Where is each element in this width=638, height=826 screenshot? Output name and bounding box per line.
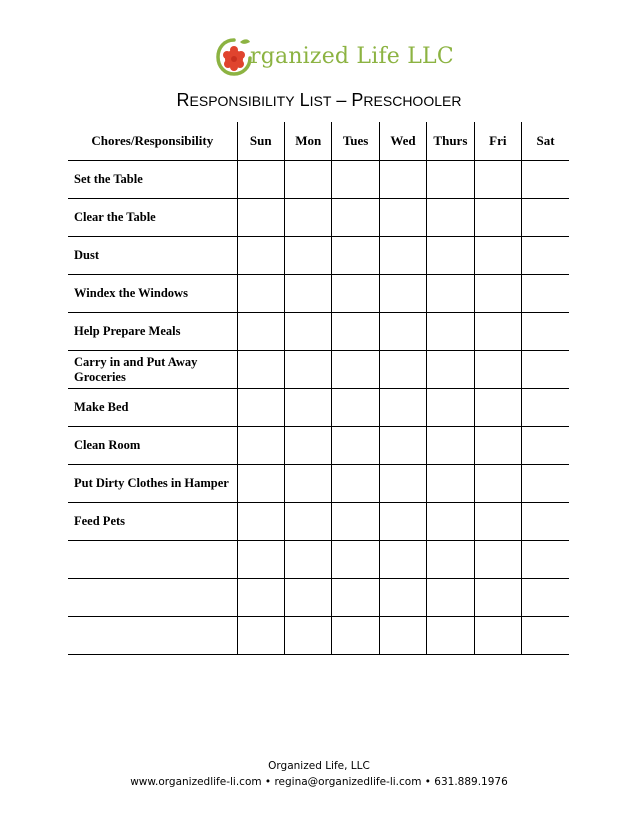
check-cell-wed[interactable] (379, 389, 426, 427)
chore-label: Feed Pets (68, 503, 237, 541)
check-cell-thurs[interactable] (427, 275, 474, 313)
check-cell-sun[interactable] (237, 237, 284, 275)
check-cell-mon[interactable] (284, 389, 331, 427)
chore-label (68, 579, 237, 617)
chore-label: Clear the Table (68, 199, 237, 237)
check-cell-wed[interactable] (379, 199, 426, 237)
check-cell-wed[interactable] (379, 503, 426, 541)
check-cell-fri[interactable] (474, 161, 521, 199)
table-row (68, 541, 569, 579)
check-cell-wed[interactable] (379, 465, 426, 503)
check-cell-fri[interactable] (474, 313, 521, 351)
check-cell-sun[interactable] (237, 503, 284, 541)
check-cell-thurs[interactable] (427, 161, 474, 199)
check-cell-sat[interactable] (522, 313, 569, 351)
table-row (68, 237, 569, 275)
check-cell-thurs[interactable] (427, 237, 474, 275)
check-cell-sun[interactable] (237, 541, 284, 579)
check-cell-tues[interactable] (332, 427, 379, 465)
table-row (68, 503, 569, 541)
check-cell-mon[interactable] (284, 351, 331, 389)
check-cell-tues[interactable] (332, 237, 379, 275)
check-cell-fri[interactable] (474, 275, 521, 313)
check-cell-sun[interactable] (237, 351, 284, 389)
chore-label: Dust (68, 237, 237, 275)
table-header-row (68, 122, 569, 161)
check-cell-tues[interactable] (332, 541, 379, 579)
chore-label: Clean Room (68, 427, 237, 465)
footer-contact: www.organizedlife-li.com • regina@organizedlife-li.com • 631.889.1976 (130, 776, 508, 788)
check-cell-sat[interactable] (522, 579, 569, 617)
table-row (68, 389, 569, 427)
check-cell-tues[interactable] (332, 275, 379, 313)
check-cell-tues[interactable] (332, 579, 379, 617)
check-cell-thurs[interactable] (427, 617, 474, 655)
check-cell-sat[interactable] (522, 161, 569, 199)
check-cell-tues[interactable] (332, 389, 379, 427)
check-cell-sat[interactable] (522, 389, 569, 427)
check-cell-sat[interactable] (522, 503, 569, 541)
check-cell-wed[interactable] (379, 351, 426, 389)
check-cell-tues[interactable] (332, 313, 379, 351)
check-cell-thurs[interactable] (427, 199, 474, 237)
check-cell-wed[interactable] (379, 275, 426, 313)
chore-label (68, 541, 237, 579)
chore-label: Carry in and Put Away Groceries (68, 351, 237, 389)
check-cell-thurs[interactable] (427, 351, 474, 389)
chore-label: Help Prepare Meals (68, 313, 237, 351)
header-fri: Fri (474, 122, 521, 161)
check-cell-wed[interactable] (379, 579, 426, 617)
header-chores: Chores/Responsibility (68, 122, 237, 161)
check-cell-wed[interactable] (379, 237, 426, 275)
check-cell-sun[interactable] (237, 579, 284, 617)
page-title: RESPONSIBILITY LIST – PRESCHOOLER (176, 90, 462, 110)
table-row (68, 351, 569, 389)
check-cell-sat[interactable] (522, 465, 569, 503)
table-row (68, 579, 569, 617)
check-cell-thurs[interactable] (427, 541, 474, 579)
check-cell-mon[interactable] (284, 199, 331, 237)
check-cell-fri[interactable] (474, 351, 521, 389)
check-cell-sat[interactable] (522, 275, 569, 313)
table-row (68, 465, 569, 503)
check-cell-sun[interactable] (237, 617, 284, 655)
table-row (68, 313, 569, 351)
check-cell-fri[interactable] (474, 541, 521, 579)
check-cell-sun[interactable] (237, 427, 284, 465)
check-cell-fri[interactable] (474, 617, 521, 655)
responsibility-table (68, 122, 569, 655)
table-row (68, 199, 569, 237)
check-cell-sun[interactable] (237, 275, 284, 313)
check-cell-wed[interactable] (379, 617, 426, 655)
check-cell-mon[interactable] (284, 617, 331, 655)
chore-label: Windex the Windows (68, 275, 237, 313)
check-cell-fri[interactable] (474, 427, 521, 465)
check-cell-fri[interactable] (474, 237, 521, 275)
check-cell-fri[interactable] (474, 503, 521, 541)
check-cell-thurs[interactable] (427, 465, 474, 503)
chore-label: Make Bed (68, 389, 237, 427)
table-row (68, 427, 569, 465)
check-cell-sat[interactable] (522, 541, 569, 579)
chore-label: Set the Table (68, 161, 237, 199)
check-cell-sat[interactable] (522, 617, 569, 655)
footer-company: Organized Life, LLC (268, 760, 370, 772)
table-row (68, 275, 569, 313)
flower-icon (216, 36, 252, 76)
check-cell-mon[interactable] (284, 161, 331, 199)
check-cell-fri[interactable] (474, 389, 521, 427)
check-cell-tues[interactable] (332, 465, 379, 503)
check-cell-sun[interactable] (237, 465, 284, 503)
check-cell-mon[interactable] (284, 541, 331, 579)
check-cell-sat[interactable] (522, 199, 569, 237)
header-wed: Wed (379, 122, 426, 161)
check-cell-mon[interactable] (284, 313, 331, 351)
check-cell-sat[interactable] (522, 427, 569, 465)
table-row (68, 161, 569, 199)
check-cell-wed[interactable] (379, 161, 426, 199)
check-cell-mon[interactable] (284, 237, 331, 275)
check-cell-thurs[interactable] (427, 503, 474, 541)
header-sat: Sat (522, 122, 569, 161)
header-mon: Mon (284, 122, 331, 161)
check-cell-tues[interactable] (332, 199, 379, 237)
check-cell-mon[interactable] (284, 465, 331, 503)
check-cell-thurs[interactable] (427, 579, 474, 617)
check-cell-tues[interactable] (332, 617, 379, 655)
check-cell-wed[interactable] (379, 313, 426, 351)
check-cell-thurs[interactable] (427, 427, 474, 465)
check-cell-mon[interactable] (284, 579, 331, 617)
check-cell-fri[interactable] (474, 579, 521, 617)
check-cell-mon[interactable] (284, 427, 331, 465)
check-cell-thurs[interactable] (427, 389, 474, 427)
logo-text: rganized Life LLC (250, 44, 454, 69)
check-cell-mon[interactable] (284, 503, 331, 541)
company-logo (0, 36, 638, 78)
check-cell-sun[interactable] (237, 199, 284, 237)
check-cell-thurs[interactable] (427, 313, 474, 351)
check-cell-tues[interactable] (332, 503, 379, 541)
table-row (68, 617, 569, 655)
check-cell-mon[interactable] (284, 275, 331, 313)
chore-label: Put Dirty Clothes in Hamper (68, 465, 237, 503)
check-cell-tues[interactable] (332, 351, 379, 389)
check-cell-tues[interactable] (332, 161, 379, 199)
check-cell-wed[interactable] (379, 427, 426, 465)
check-cell-fri[interactable] (474, 465, 521, 503)
header-sun: Sun (237, 122, 284, 161)
header-tues: Tues (332, 122, 379, 161)
check-cell-sun[interactable] (237, 389, 284, 427)
check-cell-wed[interactable] (379, 541, 426, 579)
check-cell-sat[interactable] (522, 237, 569, 275)
check-cell-sat[interactable] (522, 351, 569, 389)
header-thurs: Thurs (427, 122, 474, 161)
check-cell-sun[interactable] (237, 161, 284, 199)
chore-label (68, 617, 237, 655)
check-cell-sun[interactable] (237, 313, 284, 351)
check-cell-fri[interactable] (474, 199, 521, 237)
